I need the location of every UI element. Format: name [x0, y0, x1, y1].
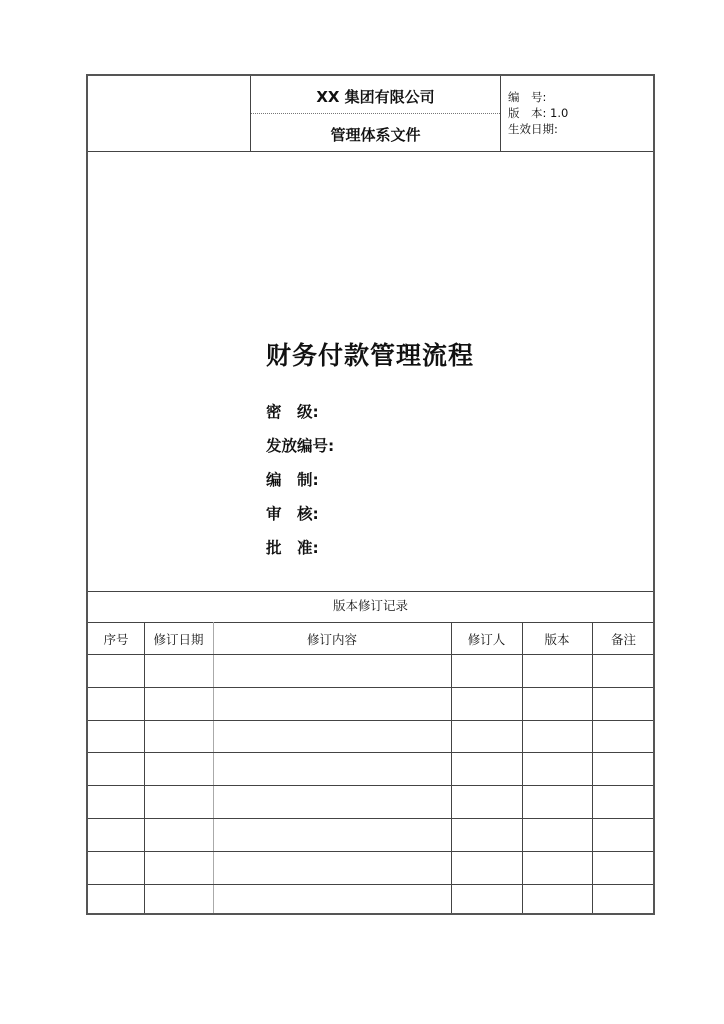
col-header-notes: 备注	[610, 632, 636, 647]
table-row	[88, 851, 653, 852]
system-document-title: 管理体系文件	[330, 126, 421, 144]
field-prepared-by: 编 制:	[266, 471, 319, 489]
col-divider-4	[522, 622, 523, 913]
table-row	[88, 687, 653, 688]
table-row	[88, 654, 653, 655]
revision-header-top-border	[88, 622, 653, 623]
table-row	[88, 752, 653, 753]
table-row	[88, 720, 653, 721]
col-header-reviser: 修订人	[467, 632, 506, 647]
table-row	[88, 818, 653, 819]
col-header-version: 版本	[544, 632, 570, 647]
version-label: 版 本: 1.0	[508, 106, 569, 120]
effective-date-label: 生效日期:	[508, 122, 558, 136]
header-dotted-separator	[251, 113, 500, 114]
field-secret-level: 密 级:	[266, 403, 319, 421]
header-divider-right	[500, 76, 501, 151]
document-number-label: 编 号:	[508, 90, 547, 104]
col-header-content: 修订内容	[306, 632, 357, 647]
document-frame	[86, 74, 655, 915]
document-title: 财务付款管理流程	[266, 341, 475, 370]
header-bottom-border	[88, 151, 653, 152]
col-header-seq: 序号	[103, 632, 129, 647]
field-issue-number: 发放编号:	[266, 437, 335, 455]
company-name: XX 集团有限公司	[316, 88, 435, 106]
table-row	[88, 884, 653, 885]
col-divider-5	[592, 622, 593, 913]
field-reviewed-by: 审 核:	[266, 505, 319, 523]
table-row	[88, 785, 653, 786]
revision-table-title: 版本修订记录	[332, 598, 408, 613]
col-header-date: 修订日期	[153, 632, 204, 647]
field-approved-by: 批 准:	[266, 539, 319, 557]
col-divider-3	[451, 622, 452, 913]
revision-section-top-border	[88, 591, 653, 592]
col-divider-2	[213, 622, 214, 913]
col-divider-1	[144, 622, 145, 913]
